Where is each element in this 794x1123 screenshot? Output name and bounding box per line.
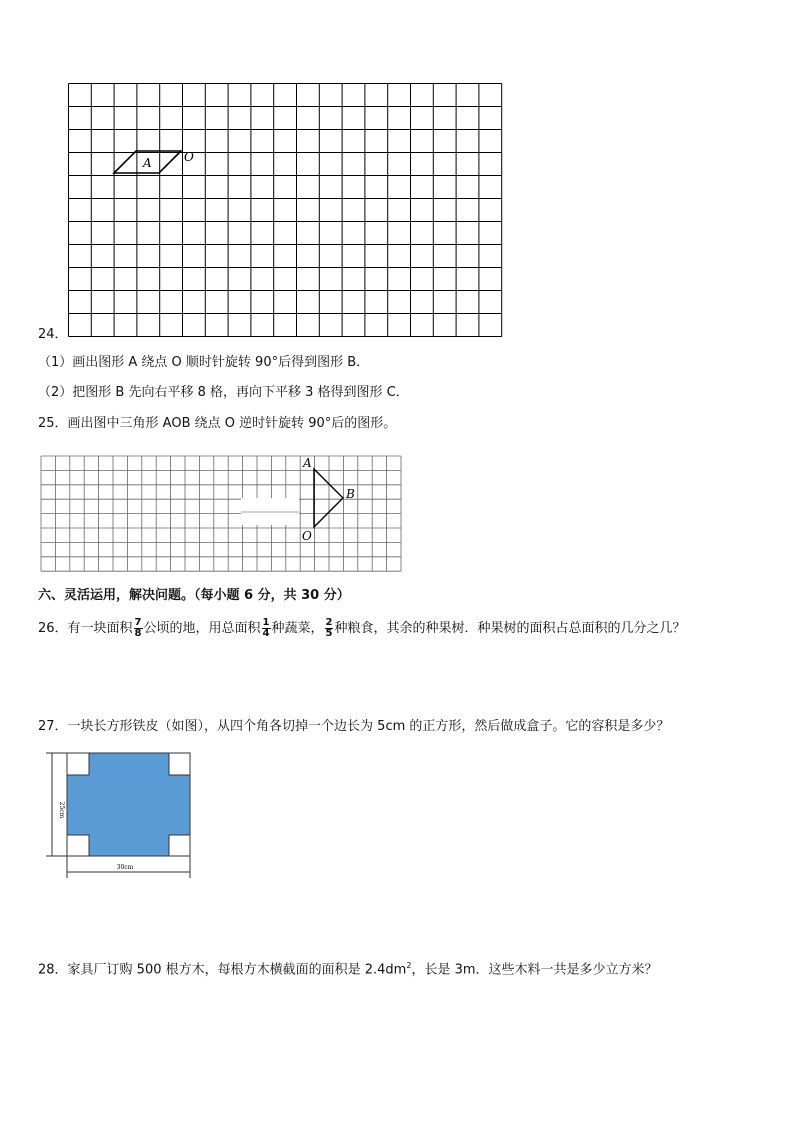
q25-label-a: A bbox=[303, 456, 312, 470]
q24-grid-figure bbox=[66, 81, 504, 341]
q24-shape-label: A bbox=[143, 156, 152, 170]
q25-text: 25．画出图中三角形 AOB 绕点 O 逆时针旋转 90°后的图形。 bbox=[38, 416, 397, 431]
q27-box-diagram bbox=[40, 748, 196, 880]
q24-grid-lines bbox=[69, 84, 502, 337]
q24-part2: （2）把图形 B 先向右平移 8 格，再向下平移 3 格得到图形 C． bbox=[38, 385, 409, 400]
q26-part2: 公顷的地，用总面积 bbox=[143, 621, 261, 636]
q28-superscript: 2 bbox=[406, 961, 412, 970]
q27-corner-top-left bbox=[67, 753, 89, 775]
q27-corner-top-right bbox=[169, 753, 190, 775]
q26-part1: 26．有一块面积 bbox=[38, 621, 133, 636]
q24-number: 24． bbox=[38, 327, 68, 342]
q25-blank-area bbox=[241, 498, 299, 525]
q26-frac2-den: 4 bbox=[262, 628, 270, 639]
q26-fraction-1-4 bbox=[262, 618, 271, 639]
q27-width-label: 30cm bbox=[116, 864, 134, 871]
q26-frac1-den: 8 bbox=[134, 628, 142, 639]
q26-fraction-2-5 bbox=[325, 618, 334, 639]
q25-grid-figure bbox=[40, 455, 404, 575]
q26-part4: 种粮食，其余的种果树．种果树的面积占总面积的几分之几？ bbox=[334, 621, 686, 636]
q27-height-label: 25cm bbox=[58, 801, 65, 819]
q24-part1: （1）画出图形 A 绕点 O 顺时针旋转 90°后得到图形 B． bbox=[38, 355, 370, 370]
q25-triangle-aob bbox=[314, 469, 343, 527]
q26-frac3-num: 2 bbox=[325, 617, 333, 628]
q26-fraction-7-8 bbox=[134, 618, 143, 639]
q28-text bbox=[38, 957, 658, 979]
q25-label-o: O bbox=[302, 529, 312, 543]
q26-frac3-den: 5 bbox=[325, 628, 333, 639]
q24-point-label: O bbox=[184, 150, 194, 164]
q27-text: 27．一块长方形铁皮（如图），从四个角各切掉一个边长为 5cm 的正方形，然后做成盒子。它的容积是多少？ bbox=[38, 719, 670, 734]
q28-text-before: 28．家具厂订购 500 根方木，每根方木横截面的面积是 2.4dm bbox=[38, 962, 407, 978]
q26-frac1-num: 7 bbox=[134, 617, 142, 628]
q26-part3: 种蔬菜， bbox=[271, 621, 324, 636]
section6-title: 六、灵活运用，解决问题。（每小题 6 分，共 30 分） bbox=[38, 588, 350, 603]
q26-text bbox=[38, 615, 686, 643]
q27-corner-bottom-left bbox=[67, 835, 89, 856]
q25-label-b: B bbox=[346, 487, 355, 501]
q28-text-after: ，长是 3m．这些木料一共是多少立方米？ bbox=[411, 962, 658, 978]
q26-frac2-num: 1 bbox=[262, 617, 270, 628]
q25-grid-lines bbox=[41, 456, 401, 571]
q27-corner-bottom-right bbox=[169, 835, 190, 856]
